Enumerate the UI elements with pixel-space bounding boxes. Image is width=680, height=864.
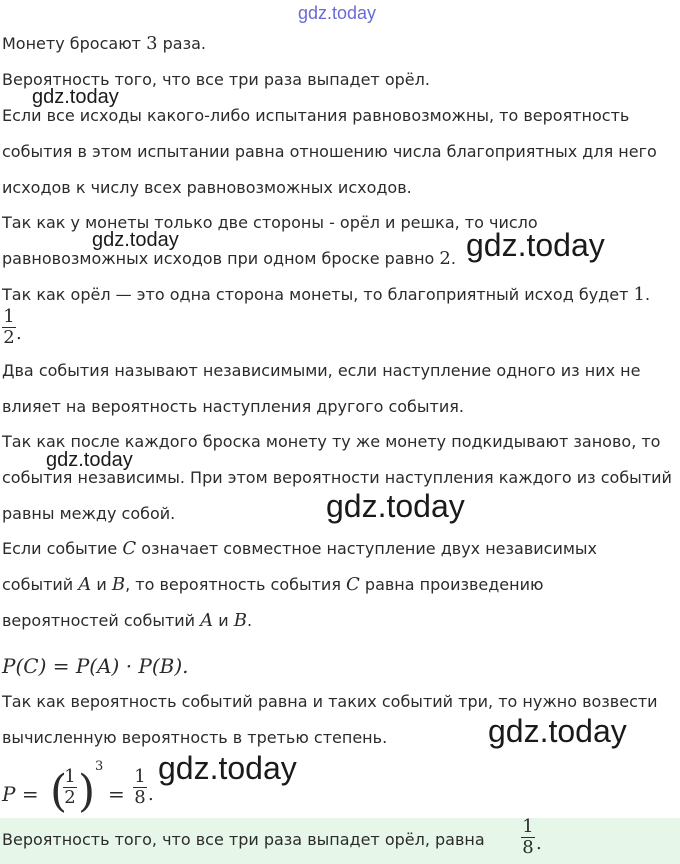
watermark: gdz.today <box>466 227 605 263</box>
watermark: gdz.today <box>158 750 297 786</box>
fraction-one-eighth: 1 8 <box>134 766 146 808</box>
exponent: 3 <box>95 759 104 774</box>
text-line: Так как орёл — это одна сторона монеты, то благоприятный исход будет 1. <box>2 284 651 305</box>
text-line: Так как после каждого броска монету ту же монету подкидывают заново, то <box>2 432 661 451</box>
text-line: Так как вероятность событий равна и таких событий три, то нужно возвести <box>2 692 658 711</box>
text-line: Если все исходы какого-либо испытания равновозможны, то вероятность <box>2 106 630 125</box>
period: . <box>148 784 154 805</box>
text-line: равновозможных исходов при одном броске равно 2. <box>2 248 456 269</box>
formula-lhs: P = <box>2 782 39 806</box>
right-paren: ) <box>78 766 96 817</box>
answer-text: Вероятность того, что все три раза выпадет орёл, равна <box>2 830 485 849</box>
formula-independent-events: P(C) = P(A) · P(B). <box>2 654 189 678</box>
watermark: gdz.today <box>488 713 627 749</box>
text-line: вычисленную вероятность в третью степень. <box>2 728 388 747</box>
watermark-top: gdz.today <box>298 3 377 23</box>
watermark: gdz.today <box>92 229 179 251</box>
fraction-one-eighth: 1 8 <box>522 816 534 858</box>
fraction-one-half: 1 2 <box>3 306 15 343</box>
text-line: вероятностей событий A и B. <box>2 610 253 631</box>
find-line: Вероятность того, что все три раза выпадет орёл. <box>2 70 430 89</box>
text-line: Так как у монеты только две стороны - орёл и решка, то число <box>2 213 538 232</box>
fraction-one-half: 1 2 <box>64 766 76 808</box>
text-line: Два события называют независимыми, если наступление одного из них не <box>2 361 641 380</box>
text-line: равны между собой. <box>2 504 176 523</box>
text-line: исходов к числу всех равновозможных исходов. <box>2 178 412 197</box>
fraction-period: . <box>16 323 22 344</box>
left-paren: ( <box>50 766 68 817</box>
text-line: влияет на вероятность наступления другого события. <box>2 397 464 416</box>
text-line: событий A и B, то вероятность события C равна произведению <box>2 574 544 595</box>
equals: = <box>108 782 125 806</box>
given-line: Монету бросают 3 раза. <box>2 33 206 54</box>
watermark: gdz.today <box>32 86 119 108</box>
text-line: события в этом испытании равна отношению числа благоприятных для него <box>2 142 657 161</box>
watermark: gdz.today <box>46 449 133 471</box>
answer-box <box>0 818 680 864</box>
text-line: события независимы. При этом вероятности наступления каждого из событий <box>2 468 672 487</box>
text-line: Если событие C означает совместное наступление двух независимых <box>2 538 598 559</box>
period: . <box>536 833 542 854</box>
watermark: gdz.today <box>326 488 465 524</box>
